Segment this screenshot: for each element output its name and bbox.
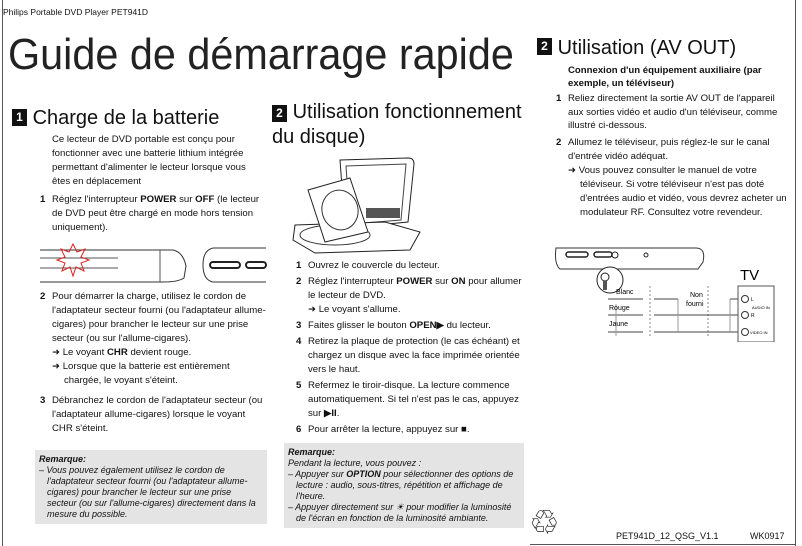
subtitle: Connexion d'un équipement auxiliaire (par exemple, un téléviseur) <box>568 65 762 89</box>
step-text: . <box>466 424 470 435</box>
charging-illustration <box>38 240 268 286</box>
step-text: Reliez directement la sortie AV OUT de l'appareil aux sorties vidéo et audio d'un téléviseur, comme illustré ci-dessous. <box>568 93 778 131</box>
step-keyword: CHR <box>106 347 128 358</box>
section-heading <box>272 100 527 150</box>
label-video-in: VIDEO IN <box>750 330 768 335</box>
step-text: Faites glisser le bouton <box>308 320 410 331</box>
step-text: Réglez l'interrupteur <box>52 194 141 205</box>
stop-symbol: ■ <box>461 424 467 435</box>
step-number: 5 <box>296 380 302 391</box>
step-text: Pour arrêter la lecture, appuyez sur <box>308 424 462 435</box>
dvd-player-illustration <box>290 150 425 255</box>
section-av-out-body <box>556 64 790 220</box>
note-box <box>284 443 524 528</box>
step-6 <box>296 423 524 437</box>
note-keyword: OPTION <box>346 469 381 479</box>
step-text: Ouvrez le couvercle du lecteur. <box>308 260 440 271</box>
av-connection-diagram <box>548 244 788 342</box>
recycle-icon: ♲ <box>529 503 560 543</box>
step-3 <box>296 319 524 333</box>
section-disc-steps <box>284 259 524 437</box>
label-blanc: Blanc <box>616 289 634 296</box>
page-border-left <box>2 0 3 546</box>
step-3 <box>40 394 267 436</box>
result-text: devient rouge. <box>127 347 192 358</box>
section-title: Charge de la batterie <box>32 107 220 129</box>
document-header: Philips Portable DVD Player PET941D <box>3 7 149 17</box>
section-number: 2 <box>537 38 552 55</box>
result-line <box>52 346 267 360</box>
step-text: Pour démarrer la charge, utilisez le cordon de l'adaptateur secteur fourni (ou l'adaptateur allume-cigares) pour brancher le lecteur sur une prise secteur (ou sur l'allume-cigares). <box>52 291 266 344</box>
result-line: ➜ Lorsque que la batterie est entièrement chargée, le voyant s'éteint. <box>52 361 230 386</box>
step-keyword: POWER <box>140 194 177 205</box>
page-title: Guide de démarrage rapide <box>8 30 514 79</box>
step-text: Refermez le tiroir-disque. La lecture commence automatiquement. Si tel n'est pas le cas, appuyez sur <box>308 380 519 419</box>
note-text: – Appuyer sur <box>288 469 347 479</box>
step-number: 1 <box>40 194 46 205</box>
section-charge-body <box>40 133 266 235</box>
play-pause-symbol: ▶II <box>324 408 337 419</box>
section-charge-lower <box>35 290 267 524</box>
section-charge <box>12 106 267 131</box>
note-title: Remarque: <box>39 454 87 464</box>
label-l: L <box>751 297 754 303</box>
section-disc-lower <box>284 259 524 528</box>
intro-text: Ce lecteur de DVD portable est conçu pour fonctionner avec une batterie lithium intégrée permettant d'alimenter le lecteur lorsque vous êtes en déplacement <box>52 134 246 187</box>
step-text: Retirez la plaque de protection (le cas échéant) et chargez un disque avec la face imprimée orientée vers le haut. <box>308 336 520 375</box>
step-text: Réglez l'interrupteur <box>308 276 397 287</box>
step-2 <box>556 136 790 220</box>
step-text: sur <box>432 276 452 287</box>
tv-label: TV <box>740 267 760 284</box>
label-audio-in: AUDIO IN <box>752 305 770 310</box>
section-heading <box>12 106 267 131</box>
step-keyword: OFF <box>195 194 215 205</box>
note-title: Remarque: <box>288 447 336 457</box>
step-number: 3 <box>40 395 46 406</box>
step-text: sur <box>176 194 196 205</box>
note-item: – Vous pouvez également utilisez le cordon de l'adaptateur secteur fourni (ou l'adaptateur allume-cigares) pour brancher le lecteur sur une prise secteur (ou sur l'allume-cigares) directement dans la mesure du possible. <box>39 465 256 519</box>
note-item <box>288 469 520 502</box>
step-text: pour allumer le lecteur de DVD. <box>308 276 522 301</box>
page-border-right <box>795 0 796 546</box>
note-text: pour sélectionner des options de lecture : audio, sous-titres, répétition et affichage de l'heure. <box>296 469 514 501</box>
note-item: – Appuyer directement sur ☀ pour modifier la luminosité de l'écran en fonction de la luminosité ambiante. <box>288 502 512 523</box>
result-line: ➜ Le voyant s'allume. <box>308 304 401 315</box>
section-number: 2 <box>272 105 287 122</box>
step-1 <box>296 259 524 273</box>
step-number: 6 <box>296 424 302 435</box>
step-text: Débranchez le cordon de l'adaptateur secteur (ou l'adaptateur allume-cigares) lorsque le voyant CHR s'éteint. <box>52 395 263 434</box>
label-fourni: fourni <box>686 301 704 308</box>
section-title: Utilisation (AV OUT) <box>557 37 737 59</box>
section-charge-steps <box>35 290 267 436</box>
step-4 <box>296 335 524 377</box>
section-av-out <box>537 36 795 61</box>
section-heading <box>537 36 795 61</box>
step-text: . <box>336 408 340 419</box>
result-text: ➜ Le voyant <box>52 347 107 358</box>
step-number: 1 <box>296 260 302 271</box>
step-keyword: POWER <box>396 276 433 287</box>
step-1 <box>556 92 790 133</box>
step-2 <box>40 290 267 388</box>
label-rouge: Rouge <box>609 305 630 312</box>
label-non: Non <box>690 292 703 299</box>
step-keyword: ON <box>451 276 466 287</box>
label-r: R <box>751 313 755 319</box>
section-title: Utilisation fonctionnement du disque) <box>272 101 522 148</box>
step-number: 2 <box>296 276 302 287</box>
step-text: (le lecteur de DVD peut être chargé en mode hors tension uniquement). <box>52 194 260 233</box>
step-number: 3 <box>296 320 302 331</box>
step-number: 4 <box>296 336 302 347</box>
step-2 <box>296 275 524 317</box>
note-box <box>35 450 267 524</box>
label-jaune: Jaune <box>609 321 629 328</box>
page-border-bottom <box>530 544 796 545</box>
step-number: 2 <box>40 291 46 302</box>
step-5 <box>296 379 524 421</box>
step-1 <box>40 193 266 235</box>
step-number: 1 <box>556 93 562 104</box>
step-text: Allumez le téléviseur, puis réglez-le sur le canal d'entrée vidéo adéquat. <box>568 136 770 162</box>
document-week: WK0917 <box>750 531 785 541</box>
section-disc <box>272 100 527 150</box>
document-code: PET941D_12_QSG_V1.1 <box>616 531 719 541</box>
step-keyword: OPEN▶ <box>409 320 444 331</box>
step-number: 2 <box>556 136 562 148</box>
result-line: ➜ Vous pouvez consulter le manuel de votre téléviseur. Si votre téléviseur n'est pas doté d'entrées audio et vidéo, vous devrez acheter un modulateur RF. Consultez votre revendeur. <box>568 164 787 218</box>
note-intro: Pendant la lecture, vous pouvez : <box>288 458 422 468</box>
section-number: 1 <box>12 109 27 126</box>
step-text: du lecteur. <box>443 320 491 331</box>
